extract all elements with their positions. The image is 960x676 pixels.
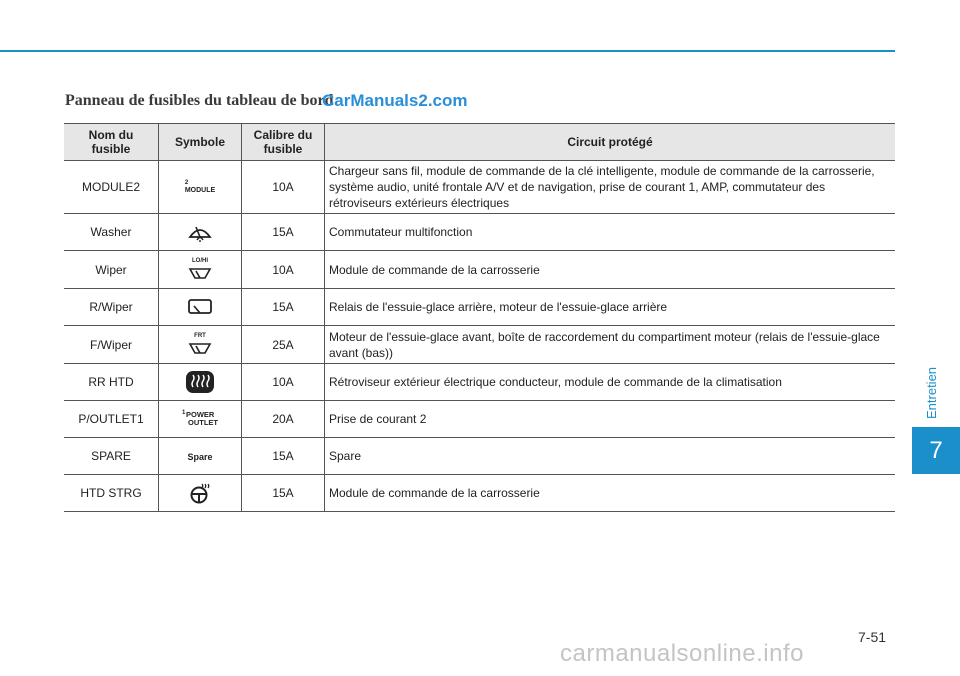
header-rating: Calibre du fusible [242, 124, 325, 161]
fuse-circuit: Prise de courant 2 [325, 401, 896, 438]
fuse-rating: 15A [242, 475, 325, 512]
chapter-tab: 7 [912, 427, 960, 474]
fuse-rating: 20A [242, 401, 325, 438]
front-wiper-symbol-label: FRT [194, 333, 206, 339]
table-row [64, 475, 895, 512]
fuse-name: Wiper [64, 251, 159, 289]
wiper-symbol-label: LO/HI [192, 258, 208, 264]
watermark-bottom: carmanualsonline.info [560, 640, 804, 667]
fuse-symbol [159, 161, 242, 214]
fuse-rating: 15A [242, 289, 325, 326]
fuse-name: MODULE2 [64, 161, 159, 214]
section-title: Panneau de fusibles du tableau de bord [65, 92, 334, 109]
fuse-name: SPARE [64, 438, 159, 475]
fuse-symbol [159, 438, 242, 475]
table-row [64, 326, 895, 364]
header-symbol: Symbole [159, 124, 242, 161]
table-header-row [64, 124, 895, 161]
power-outlet-symbol: 1 POWER OUTLET [182, 410, 218, 427]
fuse-symbol [159, 475, 242, 512]
fuse-rating: 10A [242, 364, 325, 401]
front-wiper-icon [188, 340, 212, 356]
table-row [64, 214, 895, 251]
module-symbol: 2 MODULE [184, 179, 216, 194]
fuse-table [64, 123, 895, 512]
header-fuse-name: Nom du fusible [64, 124, 159, 161]
table-row [64, 289, 895, 326]
fuse-name: F/Wiper [64, 326, 159, 364]
fuse-rating: 15A [242, 438, 325, 475]
page-number: 7-51 [858, 629, 887, 645]
fuse-name: P/OUTLET1 [64, 401, 159, 438]
spare-symbol: Spare [187, 451, 213, 462]
fuse-circuit: Moteur de l'essuie-glace avant, boîte de raccordement du compartiment moteur (relais de l'essuie-glace avant (bas)) [325, 326, 896, 364]
wiper-icon [188, 265, 212, 281]
watermark-top: CarManuals2.com [322, 91, 468, 110]
fuse-circuit: Rétroviseur extérieur électrique conducteur, module de commande de la climatisation [325, 364, 896, 401]
fuse-circuit: Relais de l'essuie-glace arrière, moteur de l'essuie-glace arrière [325, 289, 896, 326]
fuse-name: HTD STRG [64, 475, 159, 512]
rear-defrost-icon [184, 369, 216, 395]
fuse-rating: 15A [242, 214, 325, 251]
table-row [64, 438, 895, 475]
fuse-circuit: Module de commande de la carrosserie [325, 251, 896, 289]
header-circuit: Circuit protégé [325, 124, 896, 161]
fuse-name: RR HTD [64, 364, 159, 401]
chapter-side-label: Entretien [924, 366, 939, 420]
fuse-name: Washer [64, 214, 159, 251]
rear-wiper-icon [187, 297, 213, 317]
fuse-rating: 10A [242, 251, 325, 289]
top-rule [0, 50, 895, 52]
fuse-symbol [159, 251, 242, 289]
washer-icon [187, 221, 213, 243]
fuse-name: R/Wiper [64, 289, 159, 326]
fuse-circuit: Spare [325, 438, 896, 475]
table-row [64, 364, 895, 401]
fuse-symbol [159, 401, 242, 438]
fuse-rating: 10A [242, 161, 325, 214]
fuse-circuit: Module de commande de la carrosserie [325, 475, 896, 512]
table-row [64, 251, 895, 289]
fuse-circuit: Commutateur multifonction [325, 214, 896, 251]
fuse-symbol [159, 289, 242, 326]
fuse-circuit: Chargeur sans fil, module de commande de la clé intelligente, module de commande de la carrosserie, système audio, unité frontale A/V et de navigation, prise de courant 1, AMP, commutateur des rétroviseurs extérieurs électriques [325, 161, 896, 214]
fuse-symbol [159, 364, 242, 401]
fuse-symbol [159, 326, 242, 364]
table-row [64, 161, 895, 214]
heated-steering-icon [189, 482, 211, 504]
fuse-symbol [159, 214, 242, 251]
table-row [64, 401, 895, 438]
fuse-rating: 25A [242, 326, 325, 364]
